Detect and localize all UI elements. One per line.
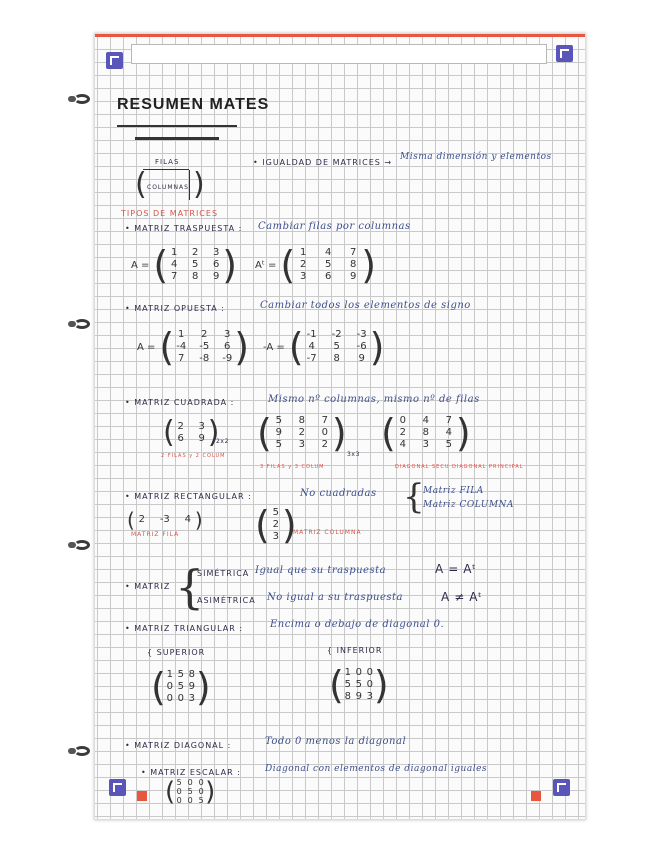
matrix-cell: 4 [399,439,407,450]
header-box [131,44,547,64]
matrix-cell: 0 [399,415,407,426]
triangular-inferior-label: { INFERIOR [327,646,383,655]
matrix-cell: 1 [171,247,178,258]
matrix-cell: 5 [192,259,199,270]
matrix-cell: 3 [188,693,196,704]
matrix-cell: 1 [166,669,174,680]
opuesta-matrix-minus-a: -A = ( -1 -2 -3 4 5 -6 -7 8 9 ) [263,325,385,369]
matrix-cell: 3 [198,421,205,432]
top-band [95,34,585,37]
matrix-cell: 8 [350,259,357,270]
matrix-cell: 2 [272,519,280,530]
matrix-cell: 2 [298,427,306,438]
matrix-cell: 8 [188,669,196,680]
cuadrada-3x3-caption: 3 FILAS y 3 COLUM [260,464,325,470]
simetrica-row2-lead: ASIMÉTRICA [197,596,256,605]
traspuesta-lead: • MATRIZ TRASPUESTA : [125,224,243,233]
cuadrada-3x3-dim: 3x3 [347,451,360,458]
matrix-cell: 5 [187,787,193,796]
cuadrada-matrix-2x2: ( 2 3 6 9 ) [163,415,220,450]
diagonal-principal-caption: DIAGONAL PRINCIPAL [452,464,524,470]
matrix-cell: -4 [176,341,187,352]
matrix-cell: -7 [306,353,317,364]
cuadrada-2x2-dim: 2x2 [216,438,229,445]
matrix-cell: 0 [187,778,193,787]
matrix-cell: 1 [178,329,185,340]
cuadrada-2x2-caption: 2 FILAS y 2 COLUM [161,453,226,459]
matrix-cell: 2 [321,439,329,450]
corner-square [531,791,541,801]
matrix-cell: 8 [298,415,306,426]
opuesta-text: Cambiar todos los elementos de signo [260,300,471,311]
notebook-logo-icon [109,779,126,796]
matrix-cell: 0 [198,778,204,787]
matrix-cell: 9 [355,691,363,702]
matrix-cell: 8 [344,691,352,702]
rectangular-option-fila: Matriz FILA [423,486,484,496]
matrix-cell: 2 [192,247,199,258]
matrix-cell: 0 [355,667,363,678]
matrix-cell: 3 [422,439,430,450]
opuesta-matrix-a: A = ( 1 2 3 -4 -5 6 7 -8 -9 ) [137,325,250,369]
triangular-inferior-matrix: ( 1 0 0 5 5 0 8 9 3 ) [329,663,389,707]
traspuesta-matrix-at: Aᵗ = ( 1 4 7 2 5 8 3 6 9 ) [255,243,377,287]
page-title: RESUMEN MATES [117,96,270,113]
simetrica-row1-formula: A = Aᵗ [435,562,477,576]
notebook-page [94,33,586,820]
notebook-logo-icon [106,52,123,69]
simetrica-row2-formula: A ≠ Aᵗ [441,590,483,604]
rectangular-option-columna: Matriz COLUMNA [423,500,514,510]
matriz-fila-caption: MATRIZ FILA [131,531,180,538]
matrix-cell: 1 [344,667,352,678]
matrix-cell: 5 [176,778,182,787]
simetrica-row2-text: No igual a su traspuesta [267,592,403,603]
tipos-heading: TIPOS DE MATRICES [121,209,219,218]
matriz-columna-caption: MATRIZ COLUMNA [293,529,362,536]
matrix-cell: 3 [272,531,280,542]
matrix-cell: 5 [275,439,283,450]
notebook-logo-icon [556,45,573,62]
simetrica-row1-text: Igual que su traspuesta [255,565,387,576]
matrix-cell: -3 [159,514,170,525]
igualdad-lead: • IGUALDAD DE MATRICES → [253,158,393,167]
filas-arrow [143,169,189,170]
matrix-cell: -3 [356,329,367,340]
diagram-columnas-label: COLUMNAS [147,184,189,191]
simetrica-row1-lead: SIMÉTRICA [197,569,250,578]
simetrica-lead: • MATRIZ [125,582,171,591]
matrix-cell: 7 [178,353,185,364]
matrix-cell: 0 [366,667,374,678]
matrix-cell: 9 [358,353,365,364]
triangular-superior-matrix: ( 1 5 8 0 5 9 0 0 3 ) [151,665,211,709]
cuadrada-lead: • MATRIZ CUADRADA : [125,398,235,407]
matriz-columna: ( 5 2 3 ) [255,503,297,547]
cuadrada-matrix-3x3: ( 5 8 7 9 2 0 5 3 2 ) [257,411,347,455]
matrix-cell: -8 [199,353,210,364]
matrix-cell: 6 [213,259,220,270]
matrix-cell: 4 [325,247,332,258]
matrix-cell: 5 [272,507,280,518]
matrix-cell: 0 [321,427,329,438]
traspuesta-matrix-a: A = ( 1 2 3 4 5 6 7 8 9 ) [131,243,238,287]
matrix-cell: 3 [224,329,231,340]
triangular-superior-label: { SUPERIOR [147,648,206,657]
triangular-lead: • MATRIZ TRIANGULAR : [125,624,244,633]
corner-square [137,791,147,801]
matrix-cell: 7 [445,415,453,426]
matrix-cell: -6 [356,341,367,352]
matrix-cell: 9 [213,271,220,282]
matrix-cell: 9 [198,433,205,444]
matrix-cell: 2 [138,514,145,525]
matrix-cell: 7 [321,415,329,426]
matrix-cell: 9 [188,681,196,692]
matrix-cell: 3 [366,691,374,702]
matrix-cell: 5 [325,259,332,270]
matrix-cell: 0 [177,693,185,704]
matrix-cell: 3 [298,439,306,450]
matrix-cell: 2 [300,259,307,270]
matrix-cell: 6 [224,341,231,352]
matrix-cell: 2 [201,329,208,340]
matrix-cell: 7 [350,247,357,258]
matrix-cell: 5 [177,669,185,680]
rectangular-lead: • MATRIZ RECTANGULAR : [125,492,252,501]
rectangular-brace: { [403,477,425,517]
matrix-cell: 9 [350,271,357,282]
matrix-cell: 0 [176,787,182,796]
matrix-cell: 5 [275,415,283,426]
matrix-cell: 0 [176,796,182,805]
notebook-logo-icon [553,779,570,796]
matrix-cell: 5 [198,796,204,805]
matrix-cell: 8 [192,271,199,282]
matrix-cell: 3 [300,271,307,282]
matrix-cell: 8 [422,427,430,438]
diagram-filas-label: FILAS [155,158,180,166]
matrix-cell: 2 [177,421,184,432]
opuesta-lead: • MATRIZ OPUESTA : [125,304,225,313]
matrix-cell: 0 [166,681,174,692]
matrix-cell: 5 [333,341,340,352]
matrix-cell: 2 [399,427,407,438]
matrix-cell: 5 [445,439,453,450]
escalar-lead: • MATRIZ ESCALAR : [141,768,241,777]
matrix-cell: 5 [177,681,185,692]
matrix-cell: 6 [325,271,332,282]
matrix-cell: 0 [166,693,174,704]
matrix-cell: 4 [445,427,453,438]
matrix-cell: -1 [306,329,317,340]
igualdad-text: Misma dimensión y elementos [400,152,552,162]
matrix-cell: 6 [177,433,184,444]
triangular-text: Encima o debajo de diagonal 0. [270,619,445,630]
diagonal-secundaria-caption: DIAGONAL SECU [395,464,450,470]
matrix-cell: 4 [184,514,191,525]
matrix-cell: 1 [300,247,307,258]
matrix-cell: 4 [308,341,315,352]
cuadrada-diagonal-matrix: ( 0 4 7 2 8 4 4 3 5 ) [381,411,471,455]
matrix-cell: 8 [333,353,340,364]
traspuesta-text: Cambiar filas por columnas [258,221,411,232]
matrix-cell: 4 [422,415,430,426]
matrix-cell: -9 [222,353,233,364]
diagram-bracket-right: ) [193,167,206,202]
matrix-cell: 3 [213,247,220,258]
matrix-cell: -2 [331,329,342,340]
title-underline [117,125,237,127]
matrix-cell: 4 [171,259,178,270]
matrix-cell: 7 [171,271,178,282]
cuadrada-text: Mismo nº columnas, mismo nº de filas [268,394,480,405]
columnas-arrow [189,170,190,200]
matrix-cell: 0 [187,796,193,805]
escalar-matrix: ( 5 0 0 0 5 0 0 0 5 ) [165,776,216,807]
escalar-text: Diagonal con elementos de diagonal iguales [265,764,488,774]
diagram-bracket-left: ( [135,167,148,202]
matrix-cell: 5 [344,679,352,690]
matrix-cell: 5 [355,679,363,690]
diagonal-text: Todo 0 menos la diagonal [265,736,407,747]
matrix-cell: 0 [366,679,374,690]
simetrica-brace: { [175,560,205,614]
matrix-cell: 9 [275,427,283,438]
matrix-cell: 0 [198,787,204,796]
diagonal-lead: • MATRIZ DIAGONAL : [125,741,232,750]
title-underline [135,137,219,140]
rectangular-text: No cuadradas [300,488,377,499]
matrix-cell: -5 [199,341,210,352]
matriz-fila: ( 2 -3 4 ) [127,508,203,532]
